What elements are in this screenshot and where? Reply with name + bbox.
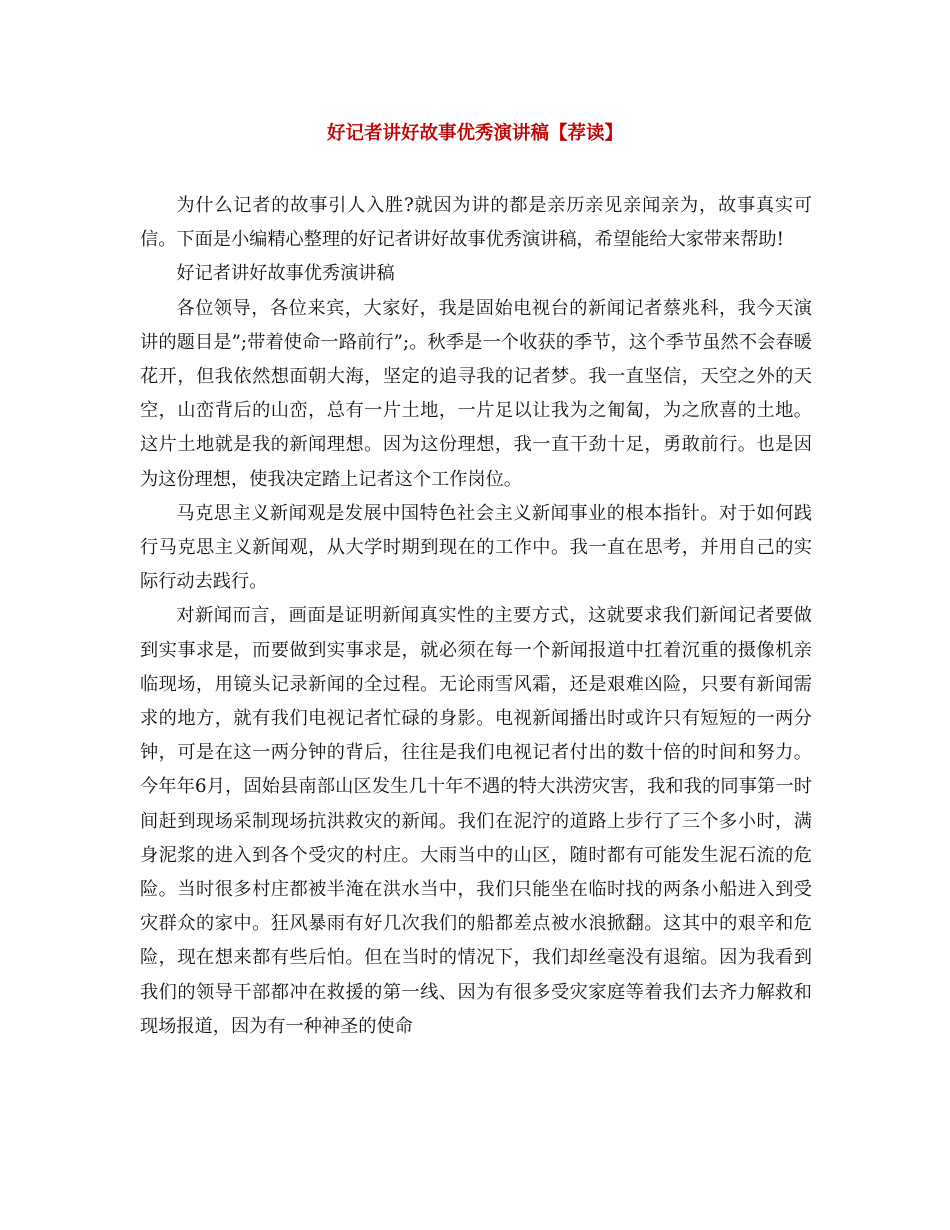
paragraph-flood-story: 对新闻而言，画面是证明新闻真实性的主要方式，这就要求我们新闻记者要做到实事求是，而要做到实事求是，就必须在每一个新闻报道中扛着沉重的摄像机亲临现场，用镜头记录新闻的全过程。无论雨雪风霜，还是艰难凶险，只要有新闻需求的地方，就有我们电视记者忙碌的身影。电视新闻播出时或许只有短短的一两分钟，可是在这一两分钟的背后，往往是我们电视记者付出的数十倍的时间和努力。今年年6月，固始县南部山区发生几十年不遇的特大洪涝灾害，我和我的同事第一时间赶到现场采制现场抗洪救灾的新闻。我们在泥泞的道路上步行了三个多小时，满身泥浆的进入到各个受灾的村庄。大雨当中的山区，随时都有可能发生泥石流的危险。当时很多村庄都被半淹在洪水当中，我们只能坐在临时找的两条小船进入到受灾群众的家中。狂风暴雨有好几次我们的船都差点被水浪掀翻。这其中的艰辛和危险，现在想来都有些后怕。但在当时的情况下，我们却丝毫没有退缩。因为我看到我们的领导干部都冲在救援的第一线、因为有很多受灾家庭等着我们去齐力解救和现场报道，因为有一种神圣的使命: [140, 605, 812, 1037]
document-title: 好记者讲好故事优秀演讲稿【荐读】: [326, 123, 623, 144]
paragraph-intro: 为什么记者的故事引人入胜?就因为讲的都是亲历亲见亲闻亲为，故事真实可信。下面是小编精心整理的好记者讲好故事优秀演讲稿，希望能给大家带来帮助!: [140, 195, 812, 251]
paragraph-marxism: 马克思主义新闻观是发展中国特色社会主义新闻事业的根本指针。对于如何践行马克思主义新闻观，从大学时期到现在的工作中。我一直在思考，并用自己的实际行动去践行。: [140, 502, 812, 593]
paragraph-greeting: 各位领导，各位来宾，大家好，我是固始电视台的新闻记者蔡兆科，我今天演讲的题目是”;带着使命一路前行”;。秋季是一个收获的季节，这个季节虽然不会春暖花开，但我依然想面朝大海，坚定的追寻我的记者梦。我一直坚信，天空之外的天空，山峦背后的山峦，总有一片土地，一片足以让我为之匍匐，为之欣喜的土地。这片土地就是我的新闻理想。因为这份理想，我一直干劲十足，勇敢前行。也是因为这份理想，使我决定踏上记者这个工作岗位。: [140, 297, 812, 490]
paragraph-subtitle: 好记者讲好故事优秀演讲稿: [176, 263, 395, 285]
document-body: [140, 189, 812, 1044]
